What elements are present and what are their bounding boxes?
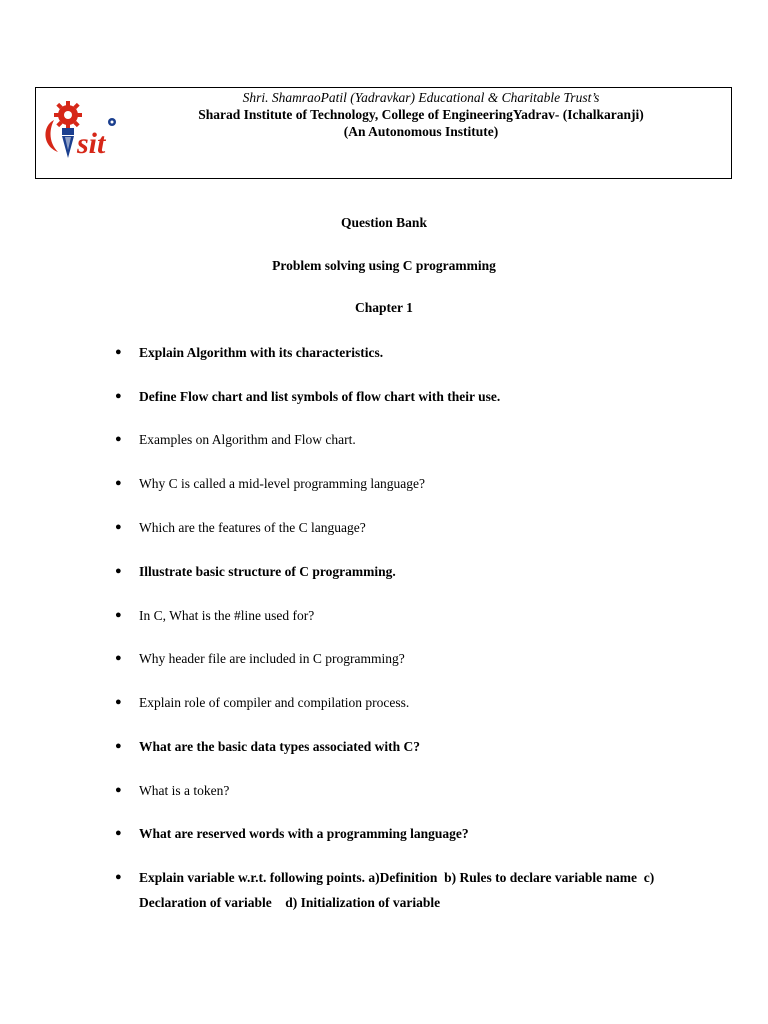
bullet-icon: ● (115, 390, 122, 402)
question-text: Why C is called a mid-level programming language? (139, 476, 426, 491)
question-text: Define Flow chart and list symbols of flow chart with their use. (139, 389, 501, 404)
question-text: In C, What is the #line used for? (139, 608, 315, 623)
bullet-icon: ● (115, 696, 122, 708)
question-text: Which are the features of the C language? (139, 520, 366, 535)
bullet-icon: ● (115, 477, 122, 489)
bullet-icon: ● (115, 652, 122, 664)
header-box (35, 87, 732, 179)
question-text: Explain Algorithm with its characteristics. (139, 345, 384, 360)
autonomous-label: (An Autonomous Institute) (343, 124, 499, 139)
bullet-icon: ● (115, 565, 122, 577)
bullet-icon: ● (115, 784, 122, 796)
logo-text: sit (77, 127, 106, 160)
question-text: What are reserved words with a programming language? (139, 826, 469, 841)
pencil-icon (62, 128, 74, 158)
question-text: Why header file are included in C programming? (139, 651, 405, 666)
trust-name: Shri. ShamraoPatil (Yadravkar) Educational & Charitable Trust’s (242, 90, 600, 105)
bullet-icon: ● (115, 871, 122, 883)
institute-logo (40, 96, 126, 162)
college-name: Sharad Institute of Technology, College of EngineeringYadrav- (Ichalkaranji) (198, 107, 644, 122)
bullet-icon: ● (115, 346, 122, 358)
chapter-title: Chapter 1 (355, 300, 413, 315)
bullet-icon: ● (115, 609, 122, 621)
question-text: Explain variable w.r.t. following points. a)Definition b) Rules to declare variable name c) Declaration of variable d) Initialization of variable (139, 870, 658, 910)
header-text (156, 88, 686, 140)
swoosh-icon (45, 120, 58, 152)
bullet-icon: ● (115, 433, 122, 445)
question-text: Explain role of compiler and compilation process. (139, 695, 410, 710)
question-text: What is a token? (139, 783, 230, 798)
bullet-icon: ● (115, 521, 122, 533)
question-text: Examples on Algorithm and Flow chart. (139, 432, 356, 447)
question-text: What are the basic data types associated with C? (139, 739, 420, 754)
bullet-icon: ● (115, 740, 122, 752)
subject-title: Problem solving using C programming (272, 258, 496, 273)
page-heading: Question Bank (341, 215, 427, 230)
gear-icon (54, 101, 82, 129)
question-text: Illustrate basic structure of C programming. (139, 564, 396, 579)
bullet-icon: ● (115, 827, 122, 839)
